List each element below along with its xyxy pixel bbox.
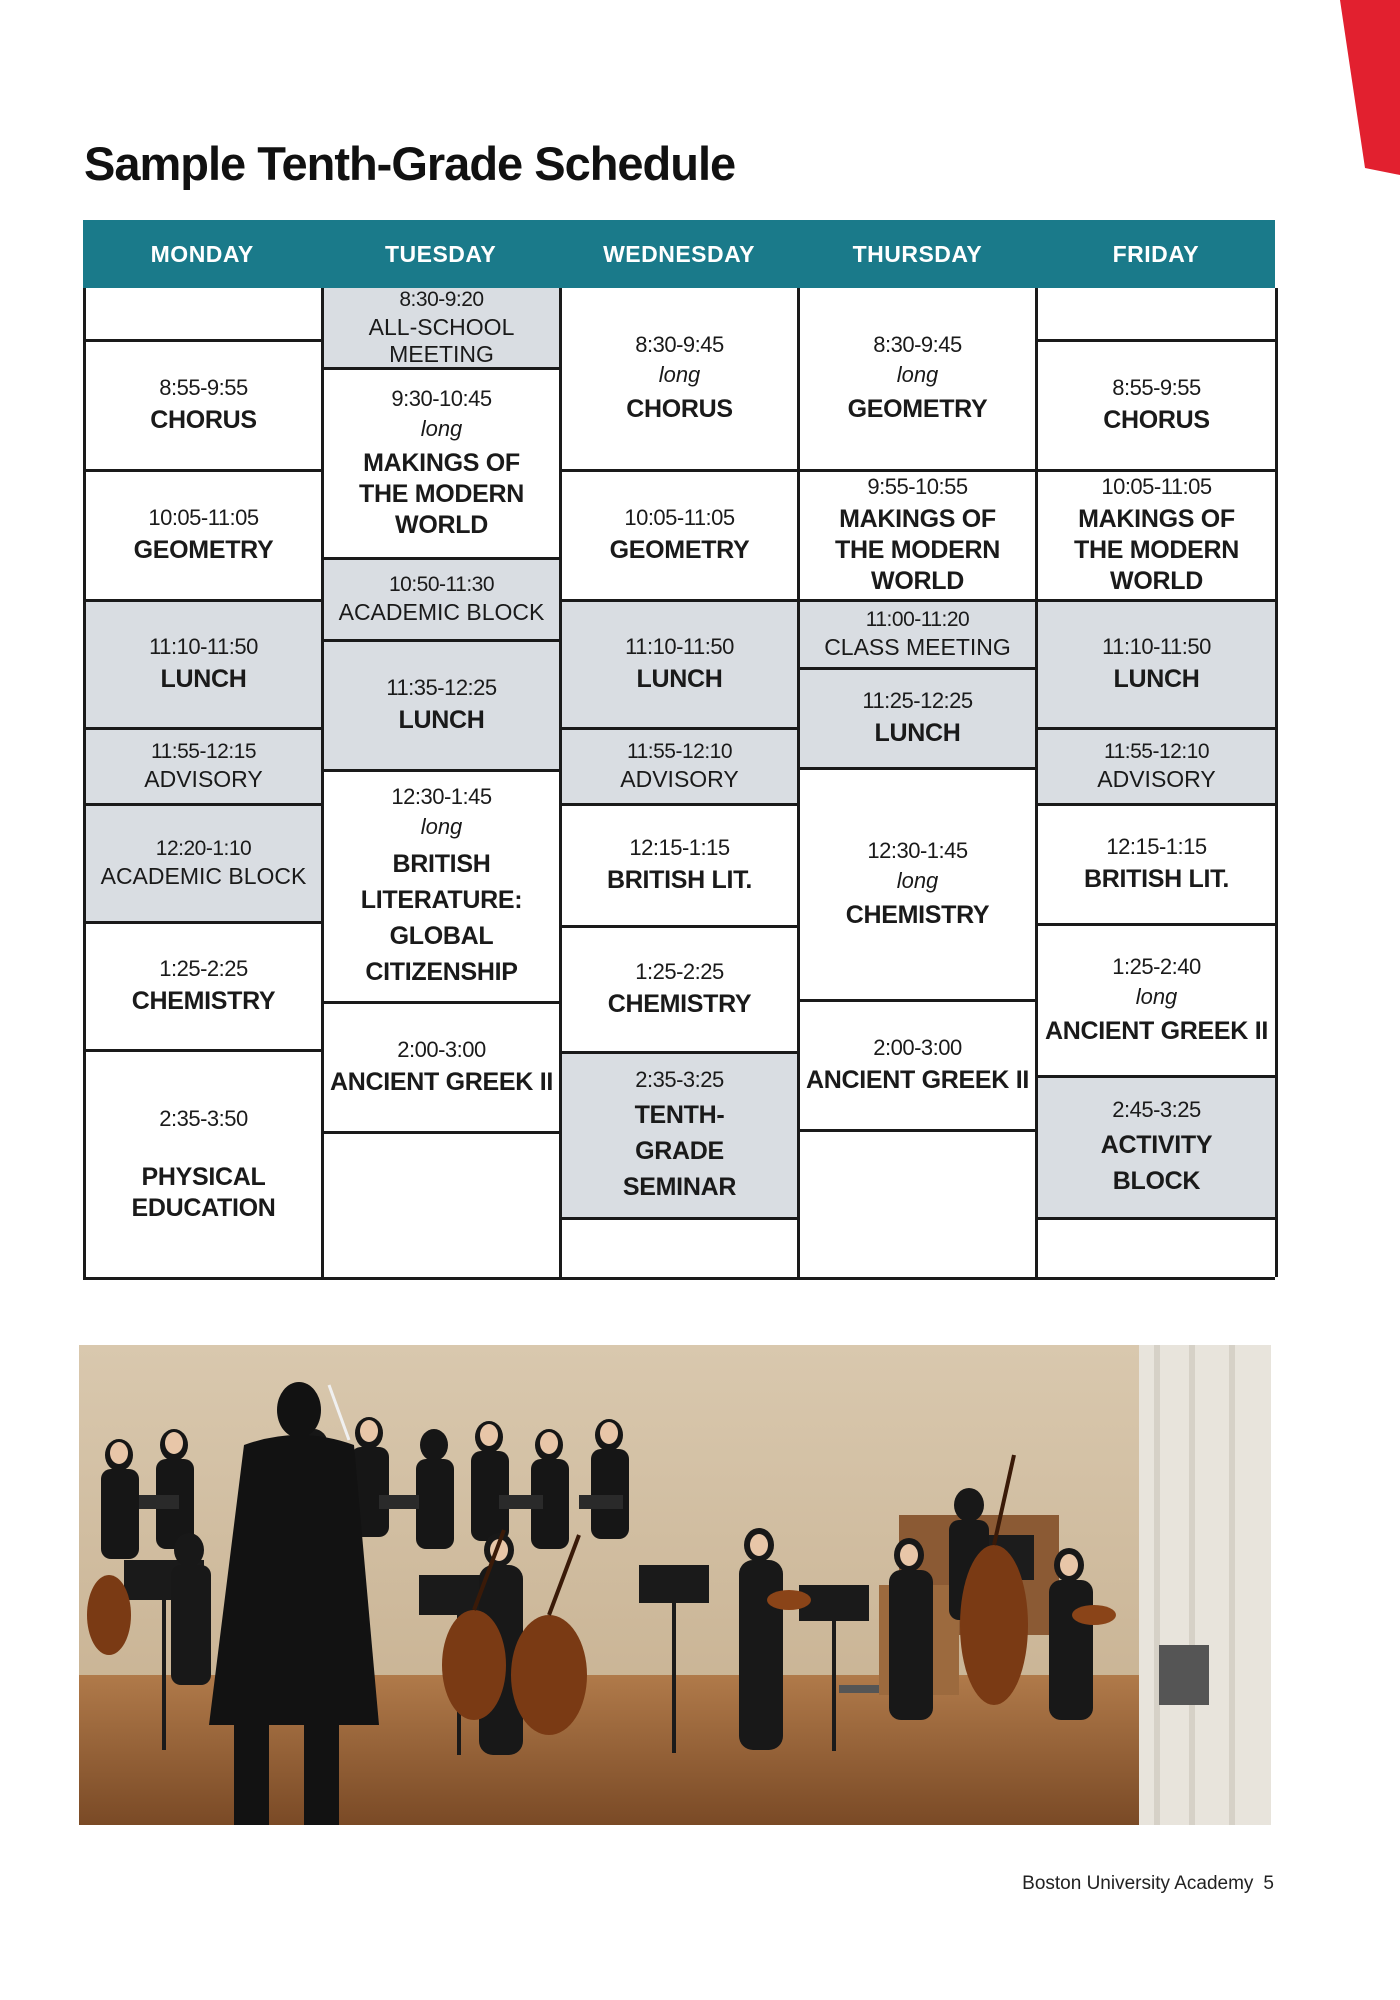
empty-slot (86, 288, 321, 342)
class-block (562, 928, 797, 1054)
day-header-tuesday: TUESDAY (384, 240, 497, 267)
page-number: 5 (1263, 1873, 1274, 1894)
class-block (1038, 602, 1275, 730)
block-subject: CHORUS (626, 395, 733, 423)
class-block (324, 1004, 559, 1134)
block-time: 12:30-1:45 (867, 838, 968, 863)
block-length: long (420, 416, 463, 441)
block-time: 2:00-3:00 (873, 1035, 962, 1060)
class-block (324, 772, 559, 1004)
orchestra-photo-illustration (79, 1345, 1271, 1825)
block-subject: ADVISORY (1097, 766, 1216, 792)
day-header-friday: FRIDAY (1112, 240, 1200, 267)
class-block (86, 806, 321, 924)
block-subject: CHORUS (150, 406, 257, 434)
block-time: 11:25-12:25 (862, 688, 973, 713)
column-monday (86, 288, 324, 1277)
block-subject: LUNCH (636, 665, 723, 693)
block-subject: PHYSICAL EDUCATION (131, 1162, 276, 1222)
block-subject: CHEMISTRY (607, 990, 752, 1018)
column-friday (1038, 288, 1278, 1277)
block-time: 2:00-3:00 (397, 1037, 486, 1062)
block-subject: BRITISH LIT. (606, 866, 752, 894)
day-header-thursday: THURSDAY (852, 240, 983, 267)
column-thursday (800, 288, 1038, 1277)
block-subject: MAKINGS OF THE MODERN WORLD (834, 505, 1001, 595)
block-subject: TENTH-GRADE SEMINAR (622, 1100, 737, 1201)
class-block (562, 806, 797, 928)
column-wednesday (562, 288, 800, 1277)
class-block (324, 288, 559, 370)
block-time: 12:20-1:10 (155, 837, 252, 860)
block-subject: BRITISH LITERATURE: GLOBAL CITIZENSHIP (360, 849, 523, 986)
class-block (324, 560, 559, 642)
block-length: long (1135, 984, 1178, 1009)
class-block (324, 642, 559, 772)
block-time: 8:55-9:55 (1112, 375, 1201, 400)
page-title: Sample Tenth-Grade Schedule (84, 137, 736, 190)
class-block (86, 1052, 321, 1277)
class-block (562, 602, 797, 730)
class-block (324, 370, 559, 560)
class-block (800, 288, 1035, 472)
block-subject: GEOMETRY (133, 536, 274, 564)
block-subject: MAKINGS OF THE MODERN WORLD (1073, 505, 1240, 595)
block-time: 1:25-2:40 (1112, 954, 1201, 979)
orchestra-photo (79, 1345, 1271, 1825)
class-block (562, 288, 797, 472)
block-length: long (420, 813, 463, 839)
block-time: 11:10-11:50 (149, 634, 258, 659)
block-time: 12:15-1:15 (1106, 834, 1207, 859)
block-subject: GEOMETRY (847, 395, 988, 423)
block-time: 8:55-9:55 (159, 375, 248, 400)
class-block (800, 1002, 1035, 1132)
block-time: 8:30-9:45 (873, 332, 962, 357)
block-time: 10:05-11:05 (1101, 474, 1212, 499)
block-subject: GEOMETRY (609, 536, 750, 564)
class-block (1038, 926, 1275, 1078)
class-block (1038, 730, 1275, 806)
class-block (800, 670, 1035, 770)
block-subject: ACADEMIC BLOCK (338, 599, 545, 625)
block-time: 11:00-11:20 (865, 608, 970, 631)
block-length: long (896, 868, 939, 893)
class-block (86, 730, 321, 806)
block-time: 11:55-12:15 (150, 740, 257, 763)
block-time: 2:35-3:25 (635, 1066, 724, 1092)
block-time: 12:15-1:15 (629, 835, 730, 860)
block-subject: CHEMISTRY (845, 901, 990, 929)
block-subject: ANCIENT GREEK II (806, 1066, 1029, 1094)
class-block (86, 342, 321, 472)
column-tuesday (324, 288, 562, 1277)
class-block (86, 924, 321, 1052)
block-subject: ALL-SCHOOL MEETING (368, 313, 515, 367)
block-time: 10:05-11:05 (148, 505, 259, 530)
page-footer (1022, 1873, 1274, 1895)
block-time: 9:30-10:45 (391, 386, 492, 411)
block-time: 1:25-2:25 (635, 959, 724, 984)
block-subject: BRITISH LIT. (1083, 865, 1229, 893)
empty-slot (1038, 288, 1275, 342)
corner-tab-shape (1340, 0, 1400, 175)
schedule-table (83, 220, 1275, 1280)
block-time: 8:30-9:20 (399, 287, 484, 311)
block-subject: CHEMISTRY (131, 987, 276, 1015)
block-subject: MAKINGS OF THE MODERN WORLD (358, 449, 525, 539)
block-subject: ACTIVITY BLOCK (1100, 1130, 1213, 1195)
class-block (86, 602, 321, 730)
class-block (1038, 806, 1275, 926)
block-time: 11:10-11:50 (1102, 634, 1211, 659)
block-time: 1:25-2:25 (159, 956, 248, 981)
class-block (1038, 1078, 1275, 1220)
class-block (86, 472, 321, 602)
block-subject: LUNCH (1113, 665, 1200, 693)
block-time: 11:10-11:50 (625, 634, 734, 659)
block-time: 2:45-3:25 (1112, 1096, 1201, 1122)
class-block (1038, 342, 1275, 472)
day-header-wednesday: WEDNESDAY (603, 240, 755, 267)
class-block (562, 1054, 797, 1220)
day-header-monday: MONDAY (150, 240, 254, 267)
block-time: 11:35-12:25 (386, 675, 497, 700)
block-subject: ADVISORY (620, 766, 739, 792)
block-subject: ADVISORY (144, 766, 263, 792)
schedule-header-row (83, 220, 1275, 288)
block-time: 10:50-11:30 (388, 573, 495, 596)
block-time: 8:30-9:45 (635, 332, 724, 357)
block-length: long (896, 362, 939, 387)
block-subject: CHORUS (1103, 406, 1210, 434)
block-subject: ANCIENT GREEK II (1045, 1017, 1268, 1045)
class-block (562, 730, 797, 806)
class-block (800, 602, 1035, 670)
block-length: long (658, 362, 701, 387)
block-time: 11:55-12:10 (1103, 740, 1210, 763)
block-subject: LUNCH (160, 665, 247, 693)
block-time: 10:05-11:05 (624, 505, 735, 530)
class-block (800, 770, 1035, 1002)
block-subject: ACADEMIC BLOCK (100, 863, 307, 889)
block-time: 2:35-3:50 (159, 1105, 248, 1131)
block-subject: LUNCH (398, 706, 485, 734)
block-time: 11:55-12:10 (626, 740, 733, 763)
block-subject: ANCIENT GREEK II (330, 1068, 553, 1096)
class-block (1038, 472, 1275, 602)
class-block (800, 472, 1035, 602)
block-subject: CLASS MEETING (824, 634, 1011, 660)
block-time: 9:55-10:55 (867, 474, 968, 499)
block-subject: LUNCH (874, 719, 961, 747)
block-time: 12:30-1:45 (391, 783, 492, 809)
class-block (562, 472, 797, 602)
footer-org-name: Boston University Academy (1022, 1873, 1254, 1894)
